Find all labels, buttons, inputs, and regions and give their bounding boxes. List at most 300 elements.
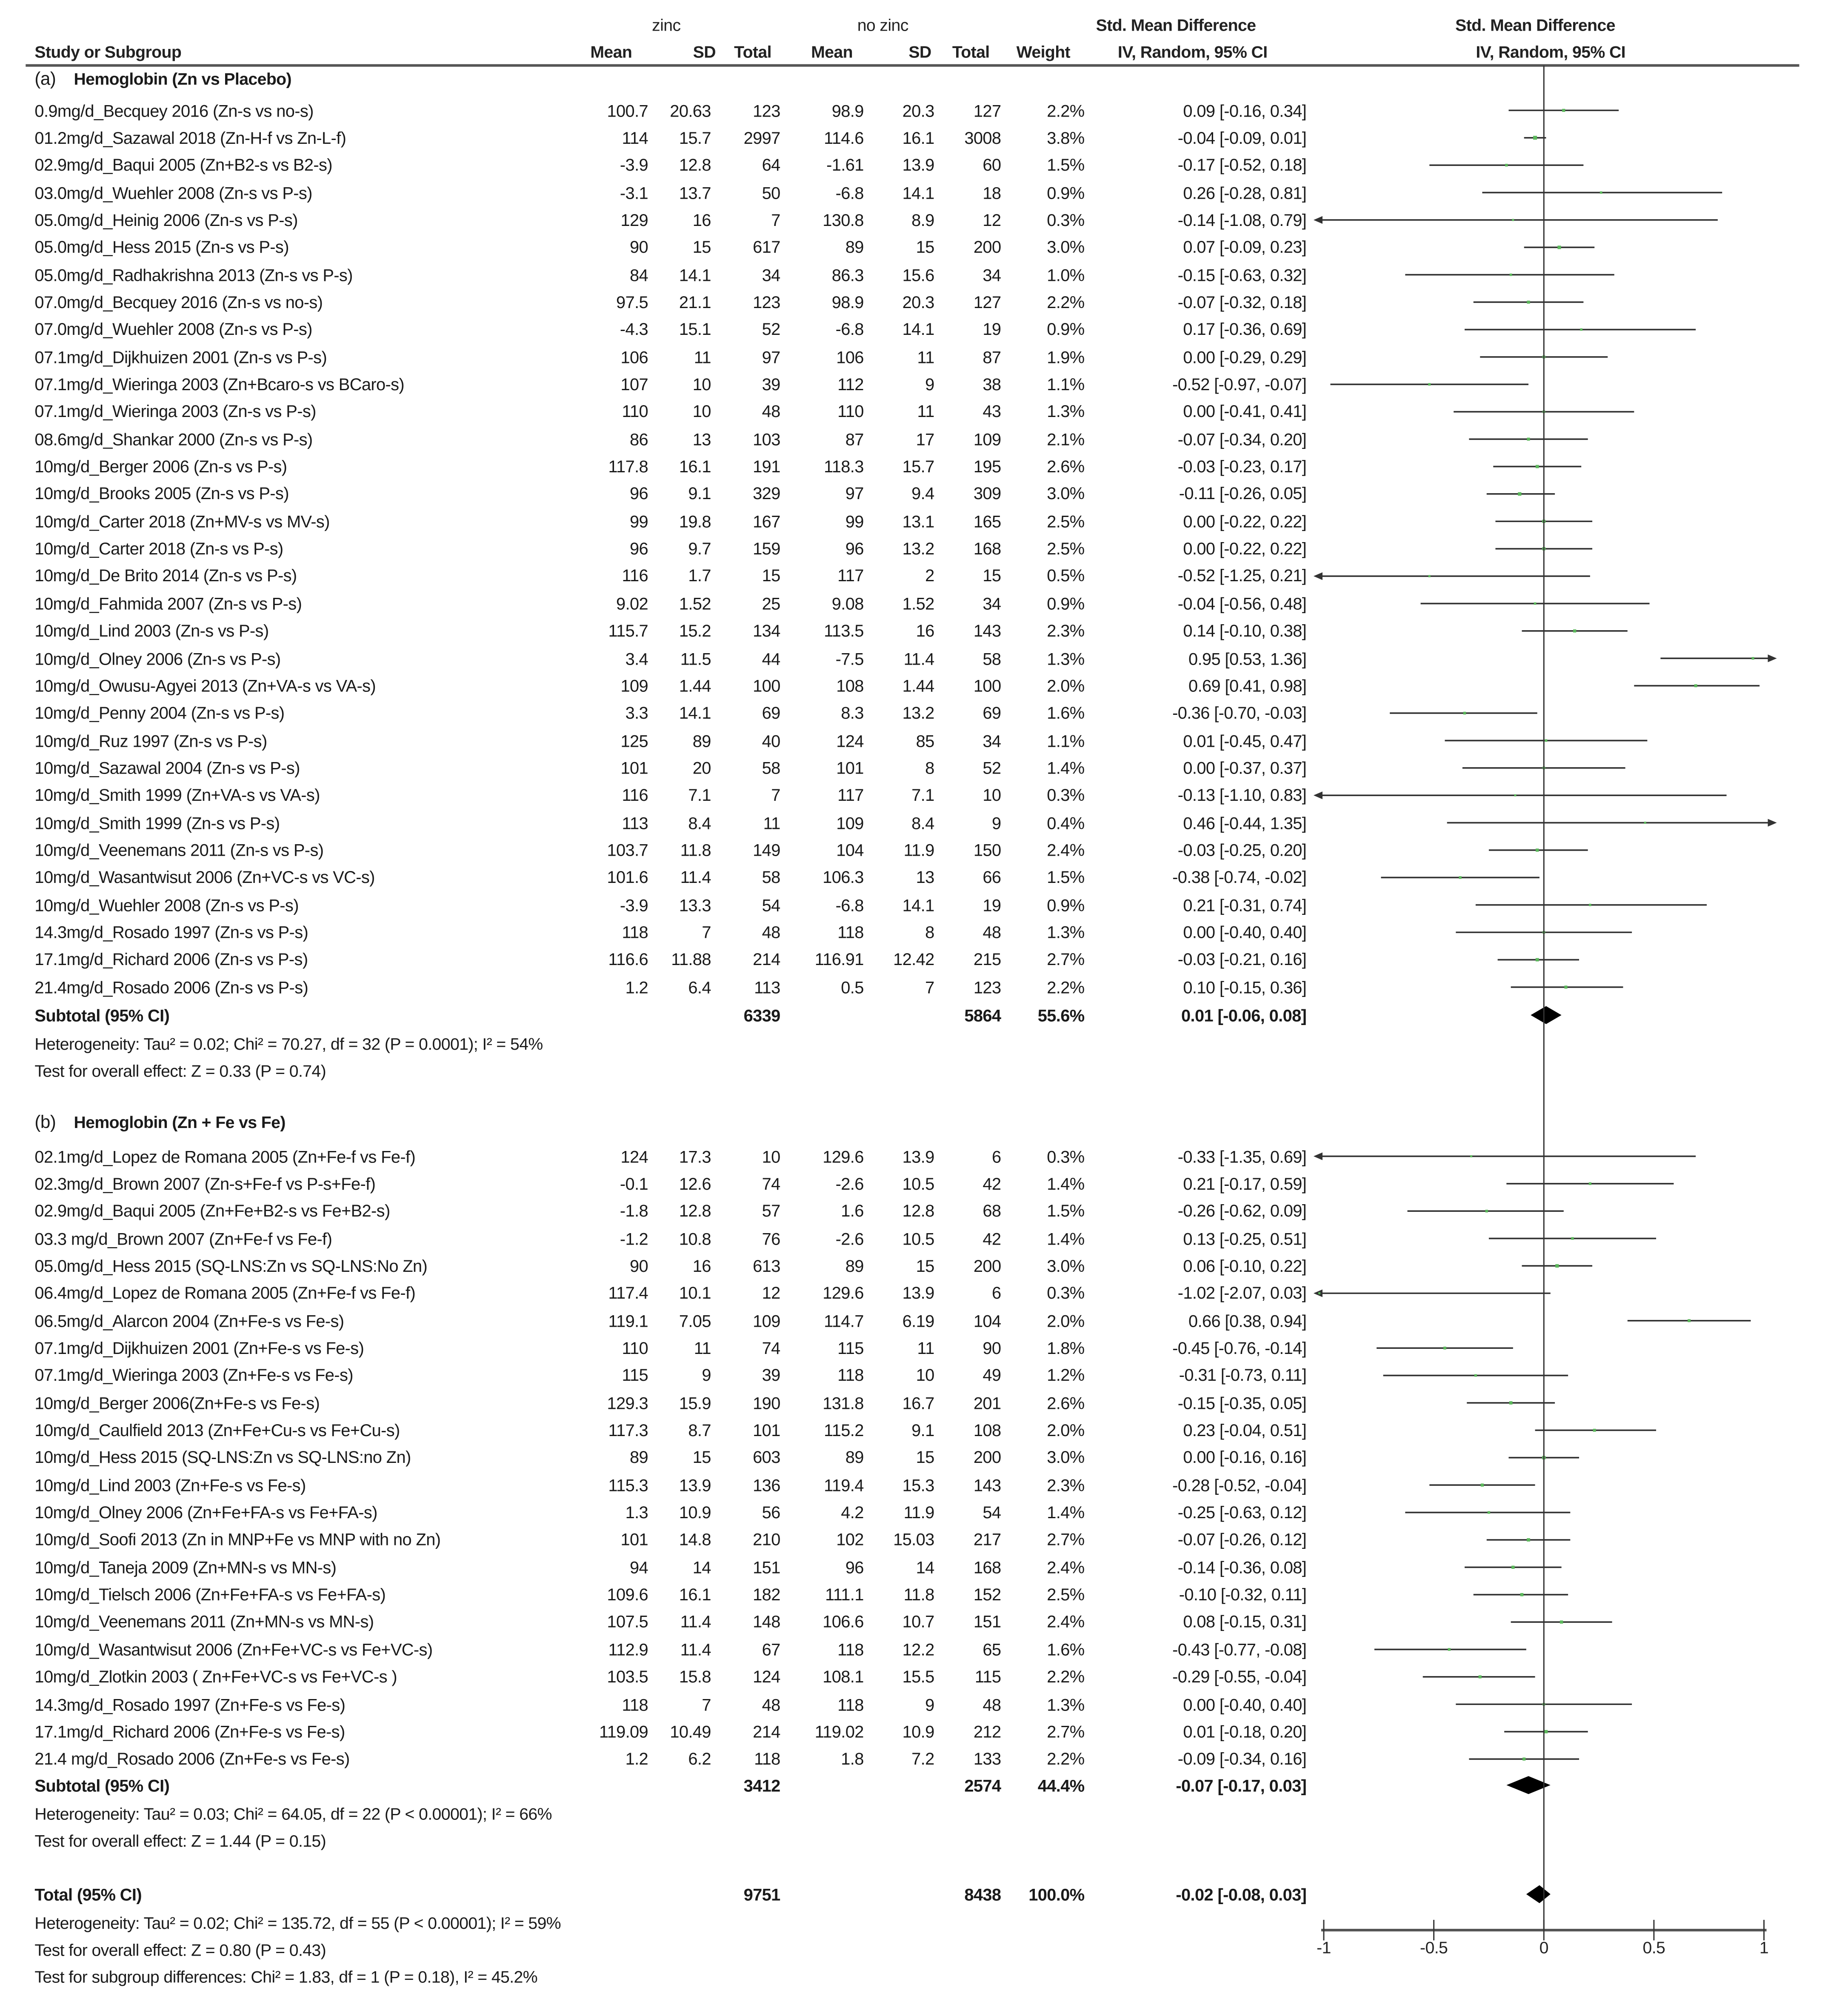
total1: 100 <box>753 676 780 696</box>
weight-box <box>1571 1237 1574 1239</box>
mean1: 100.7 <box>607 100 648 120</box>
ci-whisker <box>1498 958 1579 962</box>
sd1: 16 <box>692 1256 711 1276</box>
total1: 74 <box>762 1338 780 1358</box>
sd1: 1.52 <box>679 594 711 614</box>
sd2: 13 <box>916 868 934 887</box>
weight: 2.2% <box>1047 977 1085 997</box>
x-tick-label: 0 <box>1539 1939 1548 1957</box>
mean1: 107.5 <box>607 1612 648 1632</box>
mean1: 109.6 <box>607 1585 648 1605</box>
study-name: 10mg/d_Berger 2006 (Zn-s vs P-s) <box>34 457 287 477</box>
total2: 42 <box>983 1228 1001 1248</box>
sd1: 15 <box>692 1448 711 1468</box>
mean2: 89 <box>845 237 864 257</box>
sd1: 16 <box>692 210 711 230</box>
smd-ci: -0.10 [-0.32, 0.11] <box>1179 1585 1307 1605</box>
mean2: 98.9 <box>831 100 864 120</box>
study-name: 10mg/d_Wasantwisut 2006 (Zn+Fe+VC-s vs Fe+VC-s) <box>34 1639 433 1659</box>
sd2: 10 <box>916 1365 934 1385</box>
smd-ci: -1.02 [-2.07, 0.03] <box>1177 1283 1307 1303</box>
mean2: 112 <box>837 374 864 394</box>
study-name: 0.9mg/d_Becquey 2016 (Zn-s vs no-s) <box>34 100 314 120</box>
plot-subtitle: IV, Random, 95% CI <box>1476 42 1625 62</box>
total1: 101 <box>753 1420 780 1440</box>
ci-whisker <box>1314 1152 1696 1160</box>
mean1: -3.9 <box>620 895 648 915</box>
total1: 48 <box>762 922 780 942</box>
weight: 1.4% <box>1047 1502 1085 1522</box>
study-name: 07.0mg/d_Wuehler 2008 (Zn-s vs P-s) <box>34 320 312 340</box>
heterogeneity-b: Heterogeneity: Tau² = 0.03; Chi² = 64.05, df = 22 (P < 0.00001); I² = 66% <box>34 1804 552 1824</box>
x-tick-label: -0.5 <box>1420 1939 1448 1957</box>
sd2: 10.5 <box>902 1174 934 1194</box>
study-name: 10mg/d_Carter 2018 (Zn+MV-s vs MV-s) <box>34 511 330 531</box>
sd1: 14 <box>692 1557 711 1577</box>
sd1: 14.1 <box>679 265 711 285</box>
sd1: 7.05 <box>679 1311 711 1331</box>
mean2-header: Mean <box>811 42 853 62</box>
sd2: 20.3 <box>902 292 934 312</box>
ci-whisker <box>1511 1620 1612 1623</box>
ci-whisker <box>1314 572 1590 580</box>
ci-whisker <box>1474 1593 1568 1596</box>
sd1: 8.7 <box>688 1420 711 1440</box>
study-name: 10mg/d_Brooks 2005 (Zn-s vs P-s) <box>34 484 289 504</box>
total1: 109 <box>753 1311 780 1331</box>
weight: 2.7% <box>1047 1722 1085 1742</box>
weight: 1.3% <box>1047 1694 1085 1714</box>
total1: 136 <box>753 1475 780 1495</box>
ci-whisker <box>1469 1757 1579 1760</box>
study-name: 10mg/d_Smith 1999 (Zn-s vs P-s) <box>34 813 280 833</box>
sd2: 15 <box>916 237 934 257</box>
total2: 127 <box>973 100 1001 120</box>
weight-box <box>1694 684 1697 687</box>
mean1: 115 <box>622 1365 648 1385</box>
total1: 76 <box>762 1228 780 1248</box>
sd1: 11 <box>694 347 711 367</box>
mean1: 103.5 <box>607 1667 648 1687</box>
total2: 127 <box>973 292 1001 312</box>
weight: 3.0% <box>1047 1256 1085 1276</box>
total1: 50 <box>762 183 780 203</box>
mean1: 101 <box>620 1530 648 1550</box>
mean1: 114 <box>622 128 648 148</box>
sd2: 14.1 <box>902 895 934 915</box>
ci-whisker <box>1405 1511 1570 1514</box>
mean1: 117.4 <box>608 1283 648 1303</box>
mean1: -3.9 <box>620 155 648 175</box>
sd2: 10.9 <box>902 1722 934 1742</box>
mean2: 104 <box>836 840 864 860</box>
study-name: 10mg/d_Lind 2003 (Zn+Fe-s vs Fe-s) <box>34 1475 306 1495</box>
study-name: 10mg/d_Penny 2004 (Zn-s vs P-s) <box>34 703 285 723</box>
sd1: 19.8 <box>679 511 711 531</box>
study-name: 10mg/d_Berger 2006(Zn+Fe-s vs Fe-s) <box>34 1393 320 1413</box>
sd2: 13.9 <box>902 155 934 175</box>
mean2: 110 <box>837 402 864 422</box>
sd1: 9.7 <box>688 539 711 559</box>
sd2: 7.2 <box>911 1749 934 1769</box>
sd2: 15 <box>916 1448 934 1468</box>
smd-ci: 0.23 [-0.04, 0.51] <box>1183 1420 1307 1440</box>
study-name: 10mg/d_Smith 1999 (Zn+VA-s vs VA-s) <box>34 785 320 805</box>
sd1-header: SD <box>693 42 716 62</box>
study-name: 10mg/d_Fahmida 2007 (Zn-s vs P-s) <box>34 594 302 614</box>
total2: 48 <box>983 922 1001 942</box>
weight: 1.1% <box>1047 374 1085 394</box>
mean1: 129 <box>620 210 648 230</box>
mean2: 129.6 <box>823 1283 864 1303</box>
mean1: 94 <box>630 1557 648 1577</box>
sd2: 11 <box>917 1338 934 1358</box>
smd-ci: 0.66 [0.38, 0.94] <box>1188 1311 1307 1331</box>
sd2: 15.03 <box>893 1530 934 1550</box>
ci-whisker <box>1383 1374 1568 1377</box>
study-name: 10mg/d_Veenemans 2011 (Zn+MN-s vs MN-s) <box>34 1612 374 1632</box>
study-name: 10mg/d_Sazawal 2004 (Zn-s vs P-s) <box>34 758 300 778</box>
ci-whisker <box>1489 848 1588 851</box>
mean1: 118 <box>622 1694 648 1714</box>
sd1: 10.1 <box>679 1283 711 1303</box>
study-name: 03.3 mg/d_Brown 2007 (Zn+Fe-f vs Fe-f) <box>34 1228 332 1248</box>
mean2: -6.8 <box>835 320 864 340</box>
smd-ci: -0.14 [-0.36, 0.08] <box>1177 1557 1307 1577</box>
total1: 11 <box>763 813 780 833</box>
heterogeneity-total: Heterogeneity: Tau² = 0.02; Chi² = 135.72, df = 55 (P < 0.00001); I² = 59% <box>34 1913 561 1933</box>
heterogeneity-a: Heterogeneity: Tau² = 0.02; Chi² = 70.27, df = 32 (P = 0.0001); I² = 54% <box>34 1034 543 1054</box>
study-name: 01.2mg/d_Sazawal 2018 (Zn-H-f vs Zn-L-f) <box>34 128 346 148</box>
mean2: 106.3 <box>823 868 864 887</box>
mean1: 119.1 <box>608 1311 648 1331</box>
smd-ci: 0.09 [-0.16, 0.34] <box>1183 100 1307 120</box>
sd2: 9.4 <box>911 484 934 504</box>
total1: 123 <box>753 100 780 120</box>
smd-ci: -0.33 [-1.35, 0.69] <box>1177 1146 1307 1166</box>
sd1: 9.1 <box>688 484 711 504</box>
mean1: -4.3 <box>620 320 648 340</box>
study-name: 10mg/d_De Brito 2014 (Zn-s vs P-s) <box>34 566 297 586</box>
smd-ci: -0.15 [-0.63, 0.32] <box>1177 265 1307 285</box>
smd-ci: 0.10 [-0.15, 0.36] <box>1183 977 1307 997</box>
mean2: 1.6 <box>841 1201 864 1221</box>
mean2: 118 <box>837 1365 864 1385</box>
sd2: 9 <box>925 374 934 394</box>
sd1: 11.8 <box>680 840 711 860</box>
mean1: 1.2 <box>625 977 648 997</box>
total1: 15 <box>762 566 780 586</box>
sd1: 9 <box>702 1365 711 1385</box>
smd-ci: -0.07 [-0.26, 0.12] <box>1177 1530 1307 1550</box>
section-b-title: Hemoglobin (Zn + Fe vs Fe) <box>74 1112 286 1132</box>
mean2: 111.1 <box>825 1585 864 1605</box>
mean2: 115 <box>837 1338 864 1358</box>
weight-box <box>1318 1292 1320 1294</box>
mean1: 1.2 <box>625 1749 648 1769</box>
mean2: 9.08 <box>831 594 864 614</box>
ci-whisker <box>1421 603 1650 605</box>
total2: 38 <box>983 374 1001 394</box>
total1: 113 <box>754 977 780 997</box>
mean2: 118 <box>837 1694 864 1714</box>
weight: 0.4% <box>1047 813 1085 833</box>
total2: 195 <box>973 457 1001 477</box>
total1: 34 <box>762 265 780 285</box>
total2: 2574 <box>964 1775 1001 1795</box>
weight: 0.9% <box>1047 320 1085 340</box>
total1: 149 <box>753 840 780 860</box>
total2: 68 <box>983 1201 1001 1221</box>
mean1: 116.6 <box>608 950 648 970</box>
mean2: 119.4 <box>824 1475 864 1495</box>
overall-effect-total: Test for overall effect: Z = 0.80 (P = 0.43) <box>34 1940 326 1960</box>
ci-whisker <box>1628 1319 1751 1322</box>
weight: 1.5% <box>1047 1201 1085 1221</box>
mean2: 131.8 <box>823 1393 864 1413</box>
study-name: 07.1mg/d_Wieringa 2003 (Zn-s vs P-s) <box>34 402 316 422</box>
ci-whisker <box>1522 1264 1593 1268</box>
ci-whisker <box>1487 492 1555 496</box>
mean1: 109 <box>620 676 648 696</box>
weight: 1.3% <box>1047 922 1085 942</box>
study-name: 10mg/d_Lind 2003 (Zn-s vs P-s) <box>34 621 269 641</box>
weight: 1.5% <box>1047 155 1085 175</box>
sd2: 15 <box>916 1256 934 1276</box>
weight: 1.2% <box>1047 1365 1085 1385</box>
ci-whisker <box>1469 438 1588 441</box>
sd1: 15.8 <box>679 1667 711 1687</box>
sd2: 8.4 <box>911 813 934 833</box>
total2: 34 <box>983 731 1001 750</box>
sd2: 10.7 <box>902 1612 934 1632</box>
total1: 54 <box>762 895 780 915</box>
total1: 617 <box>753 237 780 257</box>
weight: 2.6% <box>1047 457 1085 477</box>
total1: 210 <box>753 1530 780 1550</box>
smd-ci: -0.14 [-1.08, 0.79] <box>1177 210 1307 230</box>
weight-box <box>1555 1264 1559 1268</box>
ci-whisker <box>1331 383 1529 386</box>
total2: 19 <box>983 895 1001 915</box>
sd1: 11.4 <box>680 1612 711 1632</box>
study-name: 07.1mg/d_Wieringa 2003 (Zn+Fe-s vs Fe-s) <box>34 1365 353 1385</box>
weight: 2.0% <box>1047 1420 1085 1440</box>
mean2: 87 <box>845 429 864 449</box>
weight-box <box>1428 383 1431 386</box>
sd2: 14.1 <box>902 183 934 203</box>
weight: 55.6% <box>1037 1005 1085 1025</box>
total1: 64 <box>762 155 780 175</box>
mean1: 106 <box>620 347 648 367</box>
mean1-header: Mean <box>590 42 632 62</box>
total2: 34 <box>983 594 1001 614</box>
weight-box <box>1593 1429 1596 1432</box>
total2: 42 <box>983 1174 1001 1194</box>
sd2: 7 <box>925 977 934 997</box>
weight: 2.4% <box>1047 1612 1085 1632</box>
sd2: 14.1 <box>902 320 934 340</box>
ci-whisker <box>1447 819 1777 827</box>
weight: 0.3% <box>1047 210 1085 230</box>
smd-ci: -0.07 [-0.34, 0.20] <box>1177 429 1307 449</box>
pooled-diamond <box>1531 1006 1561 1024</box>
smd-ci: -0.02 [-0.08, 0.03] <box>1176 1884 1307 1904</box>
study-name: 10mg/d_Owusu-Agyei 2013 (Zn+VA-s vs VA-s) <box>34 676 376 696</box>
sd1: 11.88 <box>671 950 711 970</box>
smd-ci: -0.04 [-0.56, 0.48] <box>1177 594 1307 614</box>
sd1: 6.4 <box>688 977 711 997</box>
smd-ci: 0.00 [-0.41, 0.41] <box>1183 402 1307 422</box>
weight: 1.4% <box>1047 1228 1085 1248</box>
sd1: 15.1 <box>679 320 711 340</box>
total2: 200 <box>973 237 1001 257</box>
weight: 2.2% <box>1047 100 1085 120</box>
weight: 1.4% <box>1047 1174 1085 1194</box>
total2: 34 <box>983 265 1001 285</box>
study-name: 10mg/d_Ruz 1997 (Zn-s vs P-s) <box>34 731 267 750</box>
smd-ci: -0.43 [-0.77, -0.08] <box>1172 1639 1307 1659</box>
total1: 603 <box>753 1448 780 1468</box>
weight: 2.5% <box>1047 539 1085 559</box>
smd-ci: 0.95 [0.53, 1.36] <box>1188 648 1307 668</box>
weight: 2.7% <box>1047 1530 1085 1550</box>
ci-whisker <box>1489 1237 1656 1239</box>
total2: 6 <box>991 1283 1001 1303</box>
total2: 18 <box>983 183 1001 203</box>
weight-header: Weight <box>1016 42 1071 62</box>
total1: 151 <box>753 1557 780 1577</box>
weight-box <box>1520 1593 1524 1596</box>
x-tick-label: 1 <box>1759 1939 1769 1957</box>
weight-box <box>1557 246 1561 249</box>
ci-whisker <box>1314 1289 1551 1297</box>
weight: 1.3% <box>1047 648 1085 668</box>
section-b-heading: (b) Hemoglobin (Zn + Fe vs Fe) <box>34 1111 286 1132</box>
study-name: 08.6mg/d_Shankar 2000 (Zn-s vs P-s) <box>34 429 313 449</box>
sd2: 9.1 <box>911 1420 934 1440</box>
total1: 3412 <box>743 1775 780 1795</box>
total2: 3008 <box>964 128 1001 148</box>
weight: 1.3% <box>1047 402 1085 422</box>
total1: 67 <box>762 1639 780 1659</box>
mean2: -1.61 <box>826 155 864 175</box>
study-name: 17.1mg/d_Richard 2006 (Zn+Fe-s vs Fe-s) <box>34 1722 345 1742</box>
study-name: 07.1mg/d_Wieringa 2003 (Zn+Bcaro-s vs BCaro-s) <box>34 374 405 394</box>
smd-col-sub: IV, Random, 95% CI <box>1117 42 1268 62</box>
study-name: 21.4mg/d_Rosado 2006 (Zn-s vs P-s) <box>34 977 308 997</box>
total2: 8438 <box>964 1884 1001 1904</box>
weight: 2.3% <box>1047 1475 1085 1495</box>
ci-whisker <box>1511 985 1623 988</box>
total2: 43 <box>983 402 1001 422</box>
total2: 90 <box>983 1338 1001 1358</box>
total2: 10 <box>983 785 1001 805</box>
study-name: 14.3mg/d_Rosado 1997 (Zn-s vs P-s) <box>34 922 308 942</box>
sd2: 11.9 <box>903 840 934 860</box>
total1: 58 <box>762 868 780 887</box>
smd-ci: 0.06 [-0.10, 0.22] <box>1183 1256 1307 1276</box>
sd2: 11 <box>917 402 934 422</box>
study-name: 10mg/d_Veenemans 2011 (Zn-s vs P-s) <box>34 840 324 860</box>
sd2: 1.52 <box>902 594 934 614</box>
mean1: 115.3 <box>608 1475 648 1495</box>
smd-ci: 0.01 [-0.45, 0.47] <box>1183 731 1307 750</box>
sd2: 85 <box>916 731 934 750</box>
total2: 19 <box>983 320 1001 340</box>
smd-ci: -0.45 [-0.76, -0.14] <box>1172 1338 1307 1358</box>
smd-ci: -0.52 [-1.25, 0.21] <box>1177 566 1307 586</box>
sd1: 16.1 <box>679 1585 711 1605</box>
total1: 52 <box>762 320 780 340</box>
mean1: 110 <box>622 1338 648 1358</box>
weight-box <box>1470 1155 1472 1157</box>
total2: 150 <box>973 840 1001 860</box>
mean1: 116 <box>622 566 648 586</box>
sd1: 89 <box>692 731 711 750</box>
sd1: 14.1 <box>679 703 711 723</box>
total2: 60 <box>983 155 1001 175</box>
total1: 97 <box>762 347 780 367</box>
weight: 0.9% <box>1047 594 1085 614</box>
weight: 2.6% <box>1047 1393 1085 1413</box>
smd-ci: 0.00 [-0.22, 0.22] <box>1183 511 1307 531</box>
ci-whisker <box>1476 904 1707 906</box>
mean2: 0.5 <box>841 977 864 997</box>
smd-ci: 0.00 [-0.40, 0.40] <box>1183 1694 1307 1714</box>
total1: 58 <box>762 758 780 778</box>
mean2: 130.8 <box>823 210 864 230</box>
mean1: 101.6 <box>607 868 648 887</box>
mean1: 117.8 <box>608 457 648 477</box>
weight: 44.4% <box>1037 1775 1085 1795</box>
mean1: -1.2 <box>620 1228 648 1248</box>
mean1: 3.4 <box>625 648 648 668</box>
weight-box <box>1512 219 1514 221</box>
weight: 1.0% <box>1047 265 1085 285</box>
mean1: 113 <box>622 813 648 833</box>
ci-whisker <box>1508 109 1619 112</box>
smd-ci: 0.00 [-0.22, 0.22] <box>1183 539 1307 559</box>
smd-ci: -0.09 [-0.34, 0.16] <box>1177 1749 1307 1769</box>
total1: 9751 <box>743 1884 780 1904</box>
total1: 56 <box>762 1502 780 1522</box>
study-name: 10mg/d_Caulfield 2013 (Zn+Fe+Cu-s vs Fe+Cu-s) <box>34 1420 400 1440</box>
study-name: 10mg/d_Tielsch 2006 (Zn+Fe+FA-s vs Fe+FA-s) <box>34 1585 386 1605</box>
sd1: 10.49 <box>670 1722 711 1742</box>
mean2: 96 <box>845 1557 864 1577</box>
mean2: 118.3 <box>824 457 864 477</box>
weight-box <box>1463 712 1466 714</box>
sd1: 20 <box>692 758 711 778</box>
total1: 69 <box>762 703 780 723</box>
study-col-header: Study or Subgroup <box>34 42 182 62</box>
weight-box <box>1488 1511 1490 1514</box>
weight-box <box>1589 1182 1591 1185</box>
mean2: 97 <box>845 484 864 504</box>
mean1: 1.3 <box>625 1502 648 1522</box>
mean1: 89 <box>630 1448 648 1468</box>
section-a-title: Hemoglobin (Zn vs Placebo) <box>74 69 292 89</box>
smd-ci: -0.38 [-0.74, -0.02] <box>1172 868 1307 887</box>
smd-ci: -0.31 [-0.73, 0.11] <box>1179 1365 1307 1385</box>
weight: 1.1% <box>1047 731 1085 750</box>
sd2: 14 <box>916 1557 934 1577</box>
weight-box <box>1580 328 1582 331</box>
smd-ci: 0.08 [-0.15, 0.31] <box>1183 1612 1307 1632</box>
mean1: 86 <box>630 429 648 449</box>
mean2: 98.9 <box>831 292 864 312</box>
